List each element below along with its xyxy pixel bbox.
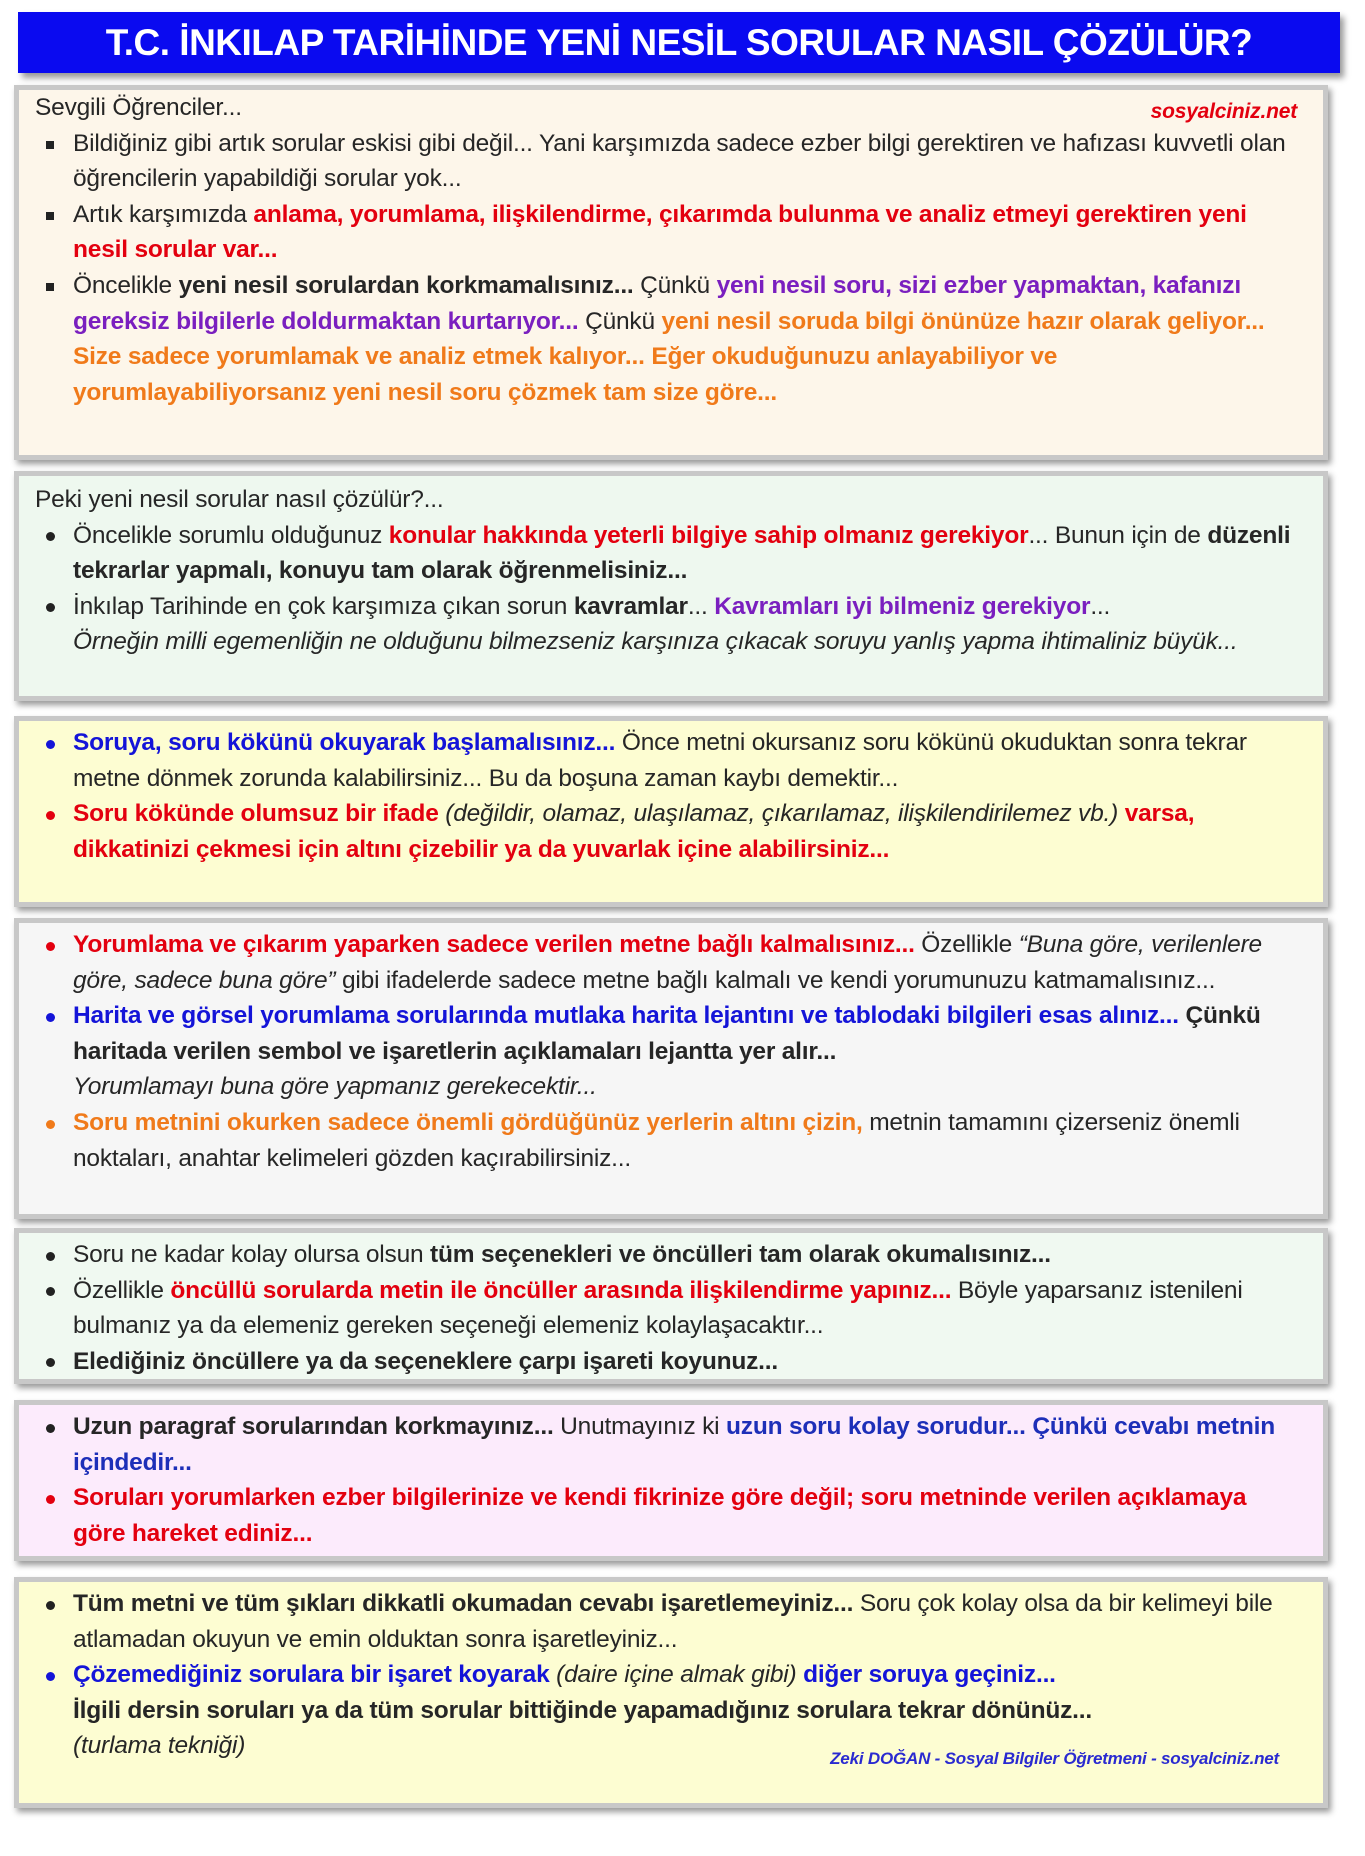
list-item — [35, 725, 1303, 796]
box-intro: Peki yeni nesil sorular nasıl çözülür?... — [35, 486, 444, 513]
text-segment: Unutmayınız ki — [553, 1413, 727, 1440]
dot-bullet-icon — [35, 1586, 65, 1622]
list-item — [35, 1273, 1303, 1344]
list-item — [35, 1586, 1303, 1657]
dot-bullet-icon — [35, 796, 65, 832]
text-segment: İlgili dersin soruları ya da tüm sorular bittiğinde yapamadığınız sorulara tekrar dönünüz... — [73, 1696, 1092, 1724]
watermark-logo: sosyalciniz.net — [1150, 100, 1297, 123]
square-bullet-icon — [35, 126, 65, 162]
dot-bullet-icon — [35, 518, 65, 554]
text-segment: ... — [1090, 592, 1111, 620]
dot-bullet-icon — [35, 998, 65, 1034]
question-stem-box — [14, 716, 1328, 907]
list-item — [35, 1409, 1303, 1480]
text-segment: Çünkü — [578, 307, 662, 335]
text-segment: Soru çok kolay olsa da bir kelimeyi bile atlamadan okuyun ve emin olduktan sonra işaretleyiniz... — [73, 1590, 1273, 1653]
interpretation-box — [14, 918, 1328, 1219]
dot-bullet-icon — [35, 1105, 65, 1141]
text-segment: kavramlar — [573, 592, 688, 620]
text-segment: ... Bunun için de — [1028, 521, 1208, 549]
text-segment: Çünkü haritada verilen sembol ve işaretlerin açıklamaları lejantta yer alır... — [73, 1002, 1261, 1065]
list-item — [35, 796, 1303, 867]
text-segment: Örneğin milli egemenliğin ne olduğunu bilmezseniz karşınıza çıkacak soruyu yanlış yapma ihtimaliniz büyük... — [73, 628, 1238, 656]
list-item — [35, 589, 1303, 660]
dot-bullet-icon — [35, 589, 65, 625]
list-item — [35, 998, 1303, 1105]
box-intro: Sevgili Öğrenciler... — [35, 94, 242, 121]
text-segment: yeni nesil sorulardan korkmamalısınız... — [178, 271, 634, 299]
long-paragraph-box — [14, 1400, 1328, 1561]
list-item — [35, 1480, 1303, 1551]
text-segment: Yorumlamayı buna göre yapmanız gerekecektir... — [73, 1073, 597, 1101]
text-segment: Öncelikle sorumlu olduğunuz — [73, 521, 389, 549]
text-segment: Özellikle — [73, 1276, 171, 1304]
dot-bullet-icon — [35, 1657, 65, 1693]
text-segment: Çünkü — [633, 271, 717, 299]
text-segment: (daire içine almak gibi) — [556, 1661, 797, 1689]
text-segment: (değildir, olamaz, ulaşılamaz, çıkarılamaz, ilişkilendirilemez vb.) — [445, 800, 1119, 828]
how-to-solve-box — [14, 471, 1328, 701]
text-segment: Soru kökünde olumsuz bir ifade — [73, 800, 439, 828]
list-item — [35, 268, 1303, 410]
text-segment: Elediğiniz öncüllere ya da seçeneklere çarpı işareti koyunuz... — [73, 1347, 778, 1375]
text-segment: ... — [687, 592, 715, 620]
text-segment: metnin tamamını çizerseniz önemli noktaları, anahtar kelimeleri gözden kaçırabilirsiniz... — [73, 1108, 1240, 1172]
text-segment — [1118, 800, 1125, 827]
text-segment: (turlama tekniği) — [73, 1732, 246, 1760]
dot-bullet-icon — [35, 1480, 65, 1516]
text-segment: Çözemediğiniz sorulara bir işaret koyarak — [73, 1661, 550, 1689]
text-segment: Soruları yorumlarken ezber bilgilerinize ve kendi fikrinize göre değil; soru metninde verilen açıklamaya göre hareket ediniz... — [73, 1484, 1247, 1547]
text-segment: öncüllü sorularda metin ile öncüller arasında ilişkilendirme yapınız... — [170, 1276, 952, 1304]
text-segment: tüm seçenekleri ve öncülleri tam olarak okumalısınız... — [430, 1241, 1051, 1268]
text-segment: yeni nesil soru, sizi ezber yapmaktan, kafanızı gereksiz bilgilerle doldurmaktan kurtarıyor... — [73, 271, 1241, 335]
text-segment: Önce metni okursanız soru kökünü okuduktan sonra tekrar metne dönmek zorunda kalabilirsiniz... Bu da boşuna zaman kaybı demektir... — [73, 729, 1247, 792]
text-segment: Özellikle — [914, 931, 1019, 958]
text-segment: Bildiğiniz gibi artık sorular eskisi gibi değil... Yani karşımızda sadece ezber bilgi gerektiren ve hafızası kuvvetli olan öğrencilerin yapabildiği sorular yok... — [73, 129, 1286, 193]
text-segment: Öncelikle — [73, 271, 179, 299]
text-segment: Uzun paragraf sorularından korkmayınız... — [73, 1413, 554, 1440]
list-item — [35, 518, 1303, 589]
text-segment: Kavramları iyi bilmeniz gerekiyor — [714, 592, 1091, 620]
text-segment: Harita ve görsel yorumlama sorularında mutlaka harita lejantını ve tablodaki bilgileri esas alınız... — [73, 1002, 1179, 1030]
list-item — [35, 1105, 1303, 1176]
dot-bullet-icon — [35, 1237, 65, 1273]
square-bullet-icon — [35, 197, 65, 233]
text-segment: yeni nesil soruda bilgi önünüze hazır olarak geliyor... Size sadece yorumlamak ve analiz etmek kalıyor... Eğer okuduğunuzu anlayabiliyor ve yorumlayabiliyorsanız yeni nesil soru çözmek tam size göre... — [73, 307, 1265, 406]
options-box — [14, 1228, 1328, 1384]
text-segment: gibi ifadelerde sadece metne bağlı kalmalı ve kendi yorumunuzu katmamalısınız... — [335, 966, 1216, 994]
author-credit: Zeki DOĞAN - Sosyal Bilgiler Öğretmeni - sosyalciniz.net — [830, 1749, 1279, 1769]
text-segment: “Buna göre, verilenlere göre, sadece buna göre” — [73, 931, 1262, 994]
dot-bullet-icon — [35, 927, 65, 963]
text-segment: uzun soru kolay sorudur... Çünkü cevabı metnin içindedir... — [73, 1413, 1275, 1476]
dot-bullet-icon — [35, 725, 65, 761]
text-segment: düzenli tekrarlar yapmalı, konuyu tam olarak öğrenmelisiniz... — [73, 521, 1291, 585]
text-segment: diğer soruya geçiniz... — [803, 1661, 1056, 1689]
list-item — [35, 197, 1303, 268]
square-bullet-icon — [35, 268, 65, 304]
text-segment: Soruya, soru kökünü okuyarak başlamalısınız... — [73, 729, 616, 756]
dot-bullet-icon — [35, 1409, 65, 1445]
marking-box — [14, 1577, 1328, 1808]
text-segment: varsa, dikkatinizi çekmesi için altını çizebilir ya da yuvarlak içine alabilirsiniz... — [73, 800, 1195, 863]
text-segment: Soru ne kadar kolay olursa olsun — [73, 1241, 431, 1268]
text-segment: Soru metnini okurken sadece önemli gördüğünüz yerlerin altını çizin, — [73, 1108, 863, 1136]
page-title: T.C. İNKILAP TARİHİNDE YENİ NESİL SORULAR NASIL ÇÖZÜLÜR? — [18, 12, 1340, 73]
text-segment: İnkılap Tarihinde en çok karşımıza çıkan sorun — [73, 592, 574, 620]
intro-box — [14, 85, 1328, 460]
list-item — [35, 927, 1303, 998]
text-segment: Tüm metni ve tüm şıkları dikkatli okumadan cevabı işaretlemeyiniz... — [73, 1590, 854, 1617]
text-segment: anlama, yorumlama, ilişkilendirme, çıkarımda bulunma ve analiz etmeyi gerektiren yeni nesil sorular var... — [73, 200, 1247, 264]
text-segment: konular hakkında yeterli bilgiye sahip olmanız gerekiyor — [388, 521, 1029, 549]
list-item — [35, 126, 1303, 197]
dot-bullet-icon — [35, 1273, 65, 1309]
list-item — [35, 1344, 1303, 1380]
list-item — [35, 1237, 1303, 1273]
text-segment: Artık karşımızda — [73, 200, 254, 228]
text-segment: Yorumlama ve çıkarım yaparken sadece verilen metne bağlı kalmalısınız... — [73, 931, 915, 958]
dot-bullet-icon — [35, 1344, 65, 1380]
text-segment: Böyle yaparsanız istenileni bulmanız ya da elemeniz gereken seçeneği elemeniz kolaylaşacaktır... — [73, 1276, 1243, 1340]
